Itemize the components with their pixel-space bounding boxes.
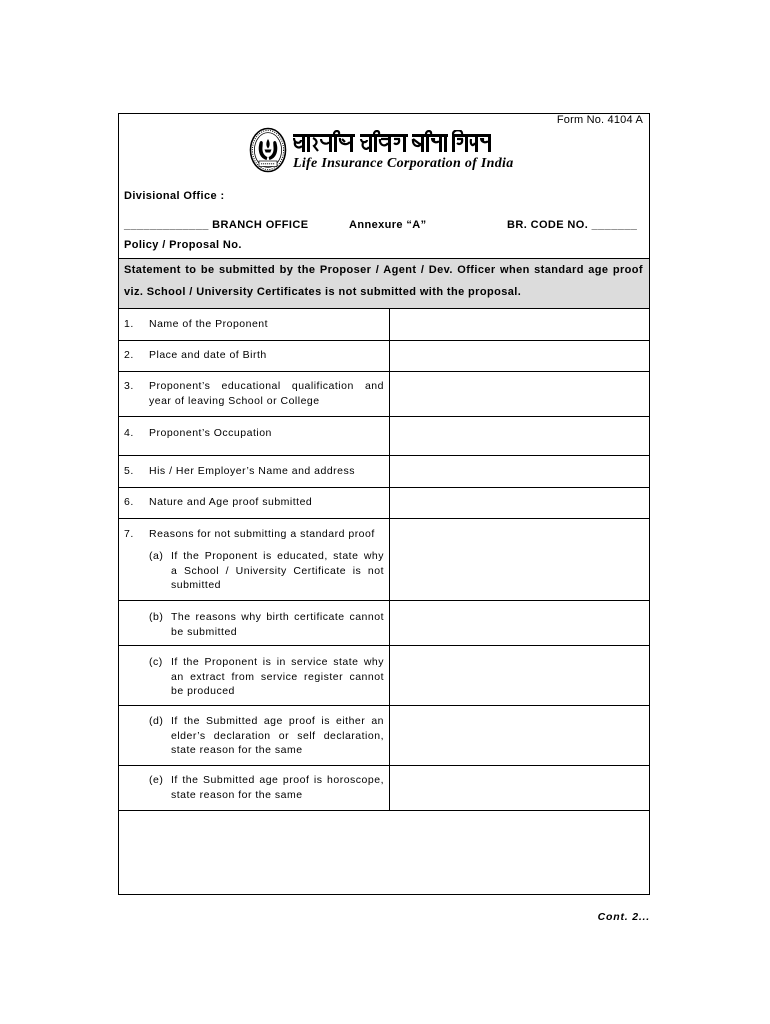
question-text-line: elder’s declaration or self declaration, [171,729,384,742]
answer-field-7-c[interactable] [390,646,649,705]
question-text-line: be produced [171,685,235,697]
sub-question-c-text [171,655,384,699]
question-7-text [149,527,384,542]
sub-question-label: (d) [149,715,164,727]
question-number: 5. [124,465,134,477]
sub-question-label: (c) [149,656,163,668]
question-text-line: If the Submitted age proof is horoscope, [171,774,384,786]
sub-question-label: (e) [149,774,164,786]
question-text-line: If the Proponent is in service state why [171,656,384,668]
hindi-word-2-strokes [361,131,399,149]
hindi-word-3 [412,131,448,152]
sub-question-label: (a) [149,550,164,562]
question-4-text [149,426,384,441]
question-text-line: Nature and Age proof submitted [149,496,313,508]
answer-field-5[interactable] [390,456,649,487]
question-text-line: If the Submitted age proof is either an [171,715,384,727]
question-number: 1. [124,318,134,330]
answer-field-2[interactable] [390,341,649,371]
statement-line-1: Statement to be submitted by the Proposer / Agent / Dev. Officer when standard age proof [124,264,643,276]
sub-question-label: (b) [149,611,164,623]
branch-office-label: _____________ BRANCH OFFICE [124,219,309,231]
statement-line-2: viz. School / University Certificates is not submitted with the proposal. [124,286,522,298]
br-code-label: BR. CODE NO. _______ [507,219,638,231]
sub-question-a-text [171,549,384,593]
question-5-text [149,464,384,479]
question-text-line: state reason for the same [171,788,303,801]
question-3-text [149,379,384,408]
hindi-word-1 [293,131,355,152]
sub-question-d-text [171,714,384,758]
answer-field-7-e[interactable] [390,766,649,810]
question-text-line: The reasons why birth certificate cannot [171,611,384,623]
answer-field-7-d[interactable] [390,706,649,765]
answer-field-6[interactable] [390,488,649,518]
form-frame [118,113,650,895]
hindi-word-2 [360,131,408,152]
hindi-word-4-strokes [453,130,488,145]
answer-field-7-b[interactable] [390,601,649,645]
question-text-line: Name of the Proponent [149,318,269,330]
question-text-line: be submitted [171,625,238,638]
answer-field-3[interactable] [390,372,649,416]
lamp-icon [265,150,272,153]
policy-proposal-label: Policy / Proposal No. [124,239,242,251]
question-text-line: His / Her Employer’s Name and address [149,465,356,477]
question-1-text [149,317,384,332]
answer-field-7-a[interactable] [390,519,649,600]
answer-field-1[interactable] [390,309,649,340]
question-text-line: year of leaving School or College [149,394,320,407]
question-number: 3. [124,380,134,392]
question-text-line: Proponent’s Occupation [149,427,272,439]
statement-text [124,259,643,303]
form-number: Form No. 4104 A [556,114,643,126]
question-number: 6. [124,496,134,508]
question-text-line: an extract from service register cannot [171,670,384,683]
question-text-line: state reason for the same [171,744,303,756]
hindi-wordmark [293,130,493,156]
divisional-office-label: Divisional Office : [124,190,225,202]
blank-writing-area[interactable] [119,811,649,894]
sub-question-e-text [171,773,384,802]
continuation-note: Cont. 2... [597,911,650,923]
annexure-label: Annexure “A” [349,219,427,231]
question-text-line: If the Proponent is educated, state why [171,550,384,562]
hindi-word-3-strokes [413,131,439,146]
question-text-line: Proponent’s educational qualification and [149,380,384,392]
question-text-line: a School / University Certificate is not [171,564,384,577]
question-text-line: Place and date of Birth [149,349,267,361]
english-wordmark: Life Insurance Corporation of India [293,156,514,171]
answer-field-4[interactable] [390,417,649,455]
question-number: 7. [124,528,134,540]
question-number: 4. [124,427,134,439]
hindi-word-4 [452,130,491,152]
question-2-text [149,348,384,363]
sub-question-b-text [171,610,384,639]
question-6-text [149,495,384,510]
question-text-line: submitted [171,579,222,591]
question-text-line: Reasons for not submitting a standard proof [149,528,375,540]
lic-emblem-icon [249,127,287,173]
question-number: 2. [124,349,134,361]
